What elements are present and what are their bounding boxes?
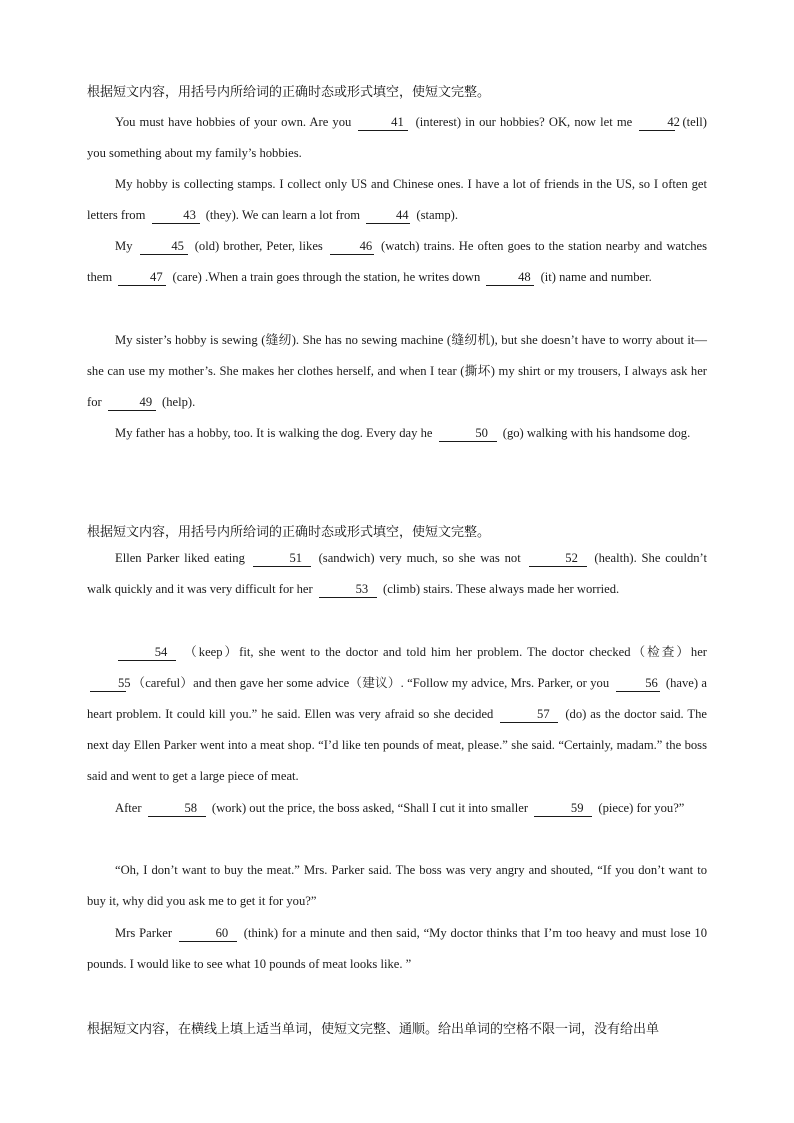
blank-52[interactable]: 52 [529, 551, 587, 567]
blank-55[interactable]: 55 [90, 676, 126, 692]
section3-instruction: 根据短文内容，在横线上填上适当单词，使短文完整、通顺。给出单词的空格不限一词，没有给出单 [87, 1022, 660, 1037]
blank-41[interactable]: 41 [358, 115, 408, 131]
section2-paragraph-3: After 58 (work) out the price, the boss asked, “Shall I cut it into smaller 59 (piece) for you?” [115, 801, 685, 815]
section2-paragraph-2: 54 （keep）fit, she went to the doctor and told him her problem. The doctor checked（检查）her 55 （careful）and then gave her some advice（建议）. “Follow my advice, Mrs. Parker, or you 56 (have) a heart problem. It could kill you.” he said. Ellen was very afraid so she decided 57 (do) as the doctor said. The next day Ellen Parker went into a meat shop. “I’d like ten pounds of meat, please.” she said. “Certainly, madam.” the boss said and went to get a large piece of meat. [87, 645, 708, 784]
blank-46[interactable]: 46 [330, 239, 374, 255]
section2-paragraph-5: Mrs Parker 60 (think) for a minute and then said, “My doctor thinks that I’m too heavy and must lose 10 pounds. I would like to see what 10 pounds of meat looks like. ” [87, 926, 707, 972]
section1-paragraph-5: My father has a hobby, too. It is walking the dog. Every day he 50 (go) walking with his handsome dog. [115, 426, 691, 440]
blank-50[interactable]: 50 [439, 426, 497, 442]
blank-44[interactable]: 44 [366, 208, 410, 224]
section1-paragraph-2: My hobby is collecting stamps. I collect only US and Chinese ones. I have a lot of friends in the US, so I often get letters from 43 (they). We can learn a lot from 44 (stamp). [87, 177, 707, 223]
section2-paragraph-4: “Oh, I don’t want to buy the meat.” Mrs. Parker said. The boss was very angry and shouted, “If you don’t want to buy it, why did you ask me to get it for you?” [87, 863, 707, 909]
blank-51[interactable]: 51 [253, 551, 311, 567]
section1-paragraph-3: My 45 (old) brother, Peter, likes 46 (watch) trains. He often goes to the station nearby and watches them 47 (care) .When a train goes through the station, he writes down 48 (it) name and number. [87, 239, 708, 285]
blank-45[interactable]: 45 [140, 239, 188, 255]
section1-instruction: 根据短文内容，用括号内所给词的正确时态或形式填空，使短文完整。 [87, 85, 491, 100]
blank-53[interactable]: 53 [319, 582, 377, 598]
blank-54[interactable]: 54 [118, 645, 176, 661]
blank-47[interactable]: 47 [118, 270, 166, 286]
section1-paragraph-4: My sister’s hobby is sewing (缝纫). She has no sewing machine (缝纫机), but she doesn’t have to worry about it—she can use my mother’s. She makes her clothes herself, and when I tear (撕坏) my shirt or my trousers, I always ask her for 49 (help). [87, 333, 707, 410]
blank-60[interactable]: 60 [179, 926, 237, 942]
blank-48[interactable]: 48 [486, 270, 534, 286]
blank-42[interactable]: 42 [639, 115, 675, 131]
section1-paragraph-1: You must have hobbies of your own. Are you 41 (interest) in our hobbies? OK, now let me 42 (tell) you something about my family’s hobbies. [87, 115, 707, 161]
blank-43[interactable]: 43 [152, 208, 200, 224]
section2-paragraph-1: Ellen Parker liked eating 51 (sandwich) very much, so she was not 52 (health). She couldn’t walk quickly and it was very difficult for her 53 (climb) stairs. These always made her worried. [87, 551, 708, 597]
blank-57[interactable]: 57 [500, 707, 558, 723]
blank-58[interactable]: 58 [148, 801, 206, 817]
blank-59[interactable]: 59 [534, 801, 592, 817]
section2-instruction: 根据短文内容，用括号内所给词的正确时态或形式填空，使短文完整。 [87, 525, 491, 540]
blank-56[interactable]: 56 [616, 676, 660, 692]
blank-49[interactable]: 49 [108, 395, 156, 411]
